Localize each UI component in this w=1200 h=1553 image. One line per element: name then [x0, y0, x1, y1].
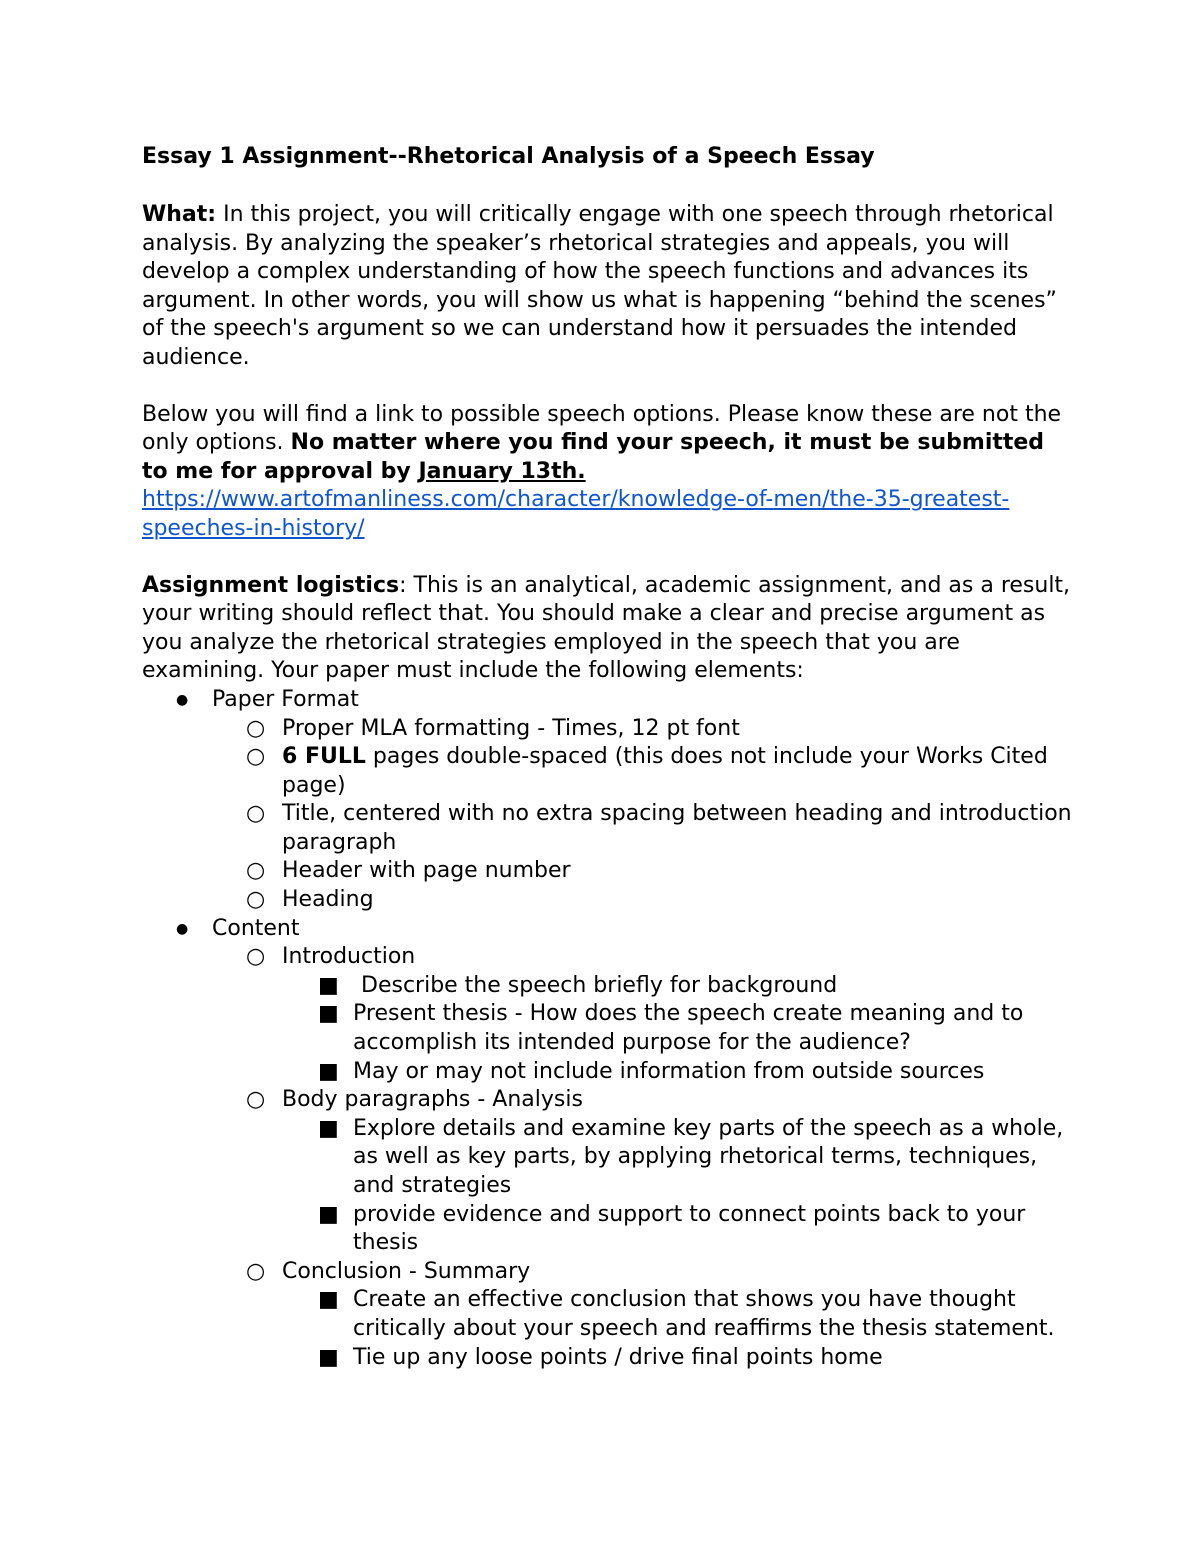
- list-item: [142, 915, 1072, 1373]
- what-label: What:: [142, 202, 217, 227]
- page-count-bold: 6 FULL: [282, 744, 366, 770]
- bullet-icon: ●: [176, 920, 189, 937]
- heading-format-item: Heading: [282, 887, 374, 913]
- document-page: [142, 140, 1072, 1372]
- approval-notice: No matter where you find your speech, it must be submitted to me for approval by: [142, 430, 1045, 484]
- circle-icon: ○: [246, 801, 266, 827]
- options-text: Below you will find a link to possible speech options. Please know these are not the only options.: [142, 401, 1062, 456]
- circle-icon: ○: [246, 1258, 266, 1284]
- square-icon: ■: [318, 1115, 339, 1141]
- square-icon: ■: [318, 1001, 339, 1027]
- square-icon: ■: [318, 1344, 339, 1370]
- body-paragraphs-list: [282, 1115, 1072, 1258]
- bullet-icon: ●: [176, 691, 189, 708]
- page-count-text: pages double-spaced (this does not include your Works Cited page): [282, 744, 1048, 798]
- body-paragraphs-label: Body paragraphs - Analysis: [282, 1087, 583, 1113]
- circle-icon: ○: [246, 1087, 266, 1113]
- mla-format-item: Proper MLA formatting - Times, 12 pt font: [282, 715, 740, 741]
- header-format-item: Header with page number: [282, 858, 571, 884]
- square-icon: ■: [318, 1287, 339, 1313]
- list-item: [212, 800, 1072, 857]
- paper-format-list: [212, 715, 1072, 915]
- square-icon: ■: [318, 1201, 339, 1227]
- circle-icon: ○: [246, 887, 266, 913]
- list-item: [212, 715, 1072, 744]
- approval-date: January 13th.: [418, 458, 586, 484]
- list-item: [212, 943, 1072, 1086]
- circle-icon: ○: [246, 858, 266, 884]
- list-item: [282, 1058, 1072, 1087]
- speech-options-link[interactable]: https://www.artofmanliness.com/character/knowledge-of-men/the-35-greatest-speeches-in-history/: [142, 487, 1010, 541]
- what-text: In this project, you will critically engage with one speech through rhetorical analysis. By analyzing the speaker’s rhetorical strategies and appeals, you will develop a complex understanding of how the speech functions and advances its argument. In other words, you will show us what is happening “behind the scenes” of the speech's argument so we can understand how it persuades the intended audience.: [142, 202, 1057, 370]
- conclusion-list: [282, 1286, 1072, 1372]
- paper-format-label: Paper Format: [212, 686, 359, 712]
- circle-icon: ○: [246, 715, 266, 741]
- list-item: [282, 1000, 1072, 1057]
- list-item: [282, 1201, 1072, 1258]
- requirements-list: [142, 686, 1072, 1372]
- conclusion-item: Tie up any loose points / drive final points home: [353, 1344, 883, 1370]
- options-paragraph: [142, 401, 1072, 544]
- content-label: Content: [212, 915, 300, 941]
- circle-icon: ○: [246, 744, 266, 770]
- list-item: [212, 743, 1072, 800]
- what-paragraph: [142, 201, 1072, 373]
- list-item: [142, 686, 1072, 915]
- introduction-label: Introduction: [282, 944, 416, 970]
- conclusion-item: Create an effective conclusion that shows you have thought critically about your speech and reaffirms the thesis statement.: [353, 1287, 1055, 1341]
- list-item: [212, 1258, 1072, 1372]
- logistics-text: : This is an analytical, academic assignment, and as a result, your writing should reflect that. You should make a clear and precise argument as you analyze the rhetorical strategies employed in the speech that you are examining. Your paper must include the following elements:: [142, 572, 1071, 684]
- introduction-item: Present thesis - How does the speech create meaning and to accomplish its intended purpose for the audience?: [353, 1001, 1024, 1056]
- list-item: [282, 1115, 1072, 1201]
- list-item: [282, 972, 1072, 1001]
- circle-icon: ○: [246, 944, 266, 970]
- title-format-item: Title, centered with no extra spacing between heading and introduction paragraph: [282, 801, 1072, 855]
- list-item: [212, 1086, 1072, 1258]
- document-title: Essay 1 Assignment--Rhetorical Analysis of a Speech Essay: [142, 144, 875, 169]
- list-item: [282, 1344, 1072, 1373]
- introduction-item: May or may not include information from outside sources: [353, 1058, 985, 1084]
- introduction-item: Describe the speech briefly for background: [361, 972, 838, 998]
- square-icon: ■: [318, 972, 339, 998]
- body-item: Explore details and examine key parts of the speech as a whole, as well as key parts, by applying rhetorical terms, techniques, and strategies: [353, 1115, 1064, 1198]
- square-icon: ■: [318, 1058, 339, 1084]
- content-list: [212, 943, 1072, 1372]
- conclusion-label: Conclusion - Summary: [282, 1258, 531, 1284]
- logistics-label: Assignment logistics: [142, 572, 400, 598]
- introduction-list: [282, 972, 1072, 1086]
- body-item: provide evidence and support to connect points back to your thesis: [353, 1201, 1026, 1256]
- list-item: [212, 886, 1072, 915]
- list-item: [282, 1286, 1072, 1343]
- list-item: [212, 857, 1072, 886]
- logistics-paragraph: [142, 572, 1072, 686]
